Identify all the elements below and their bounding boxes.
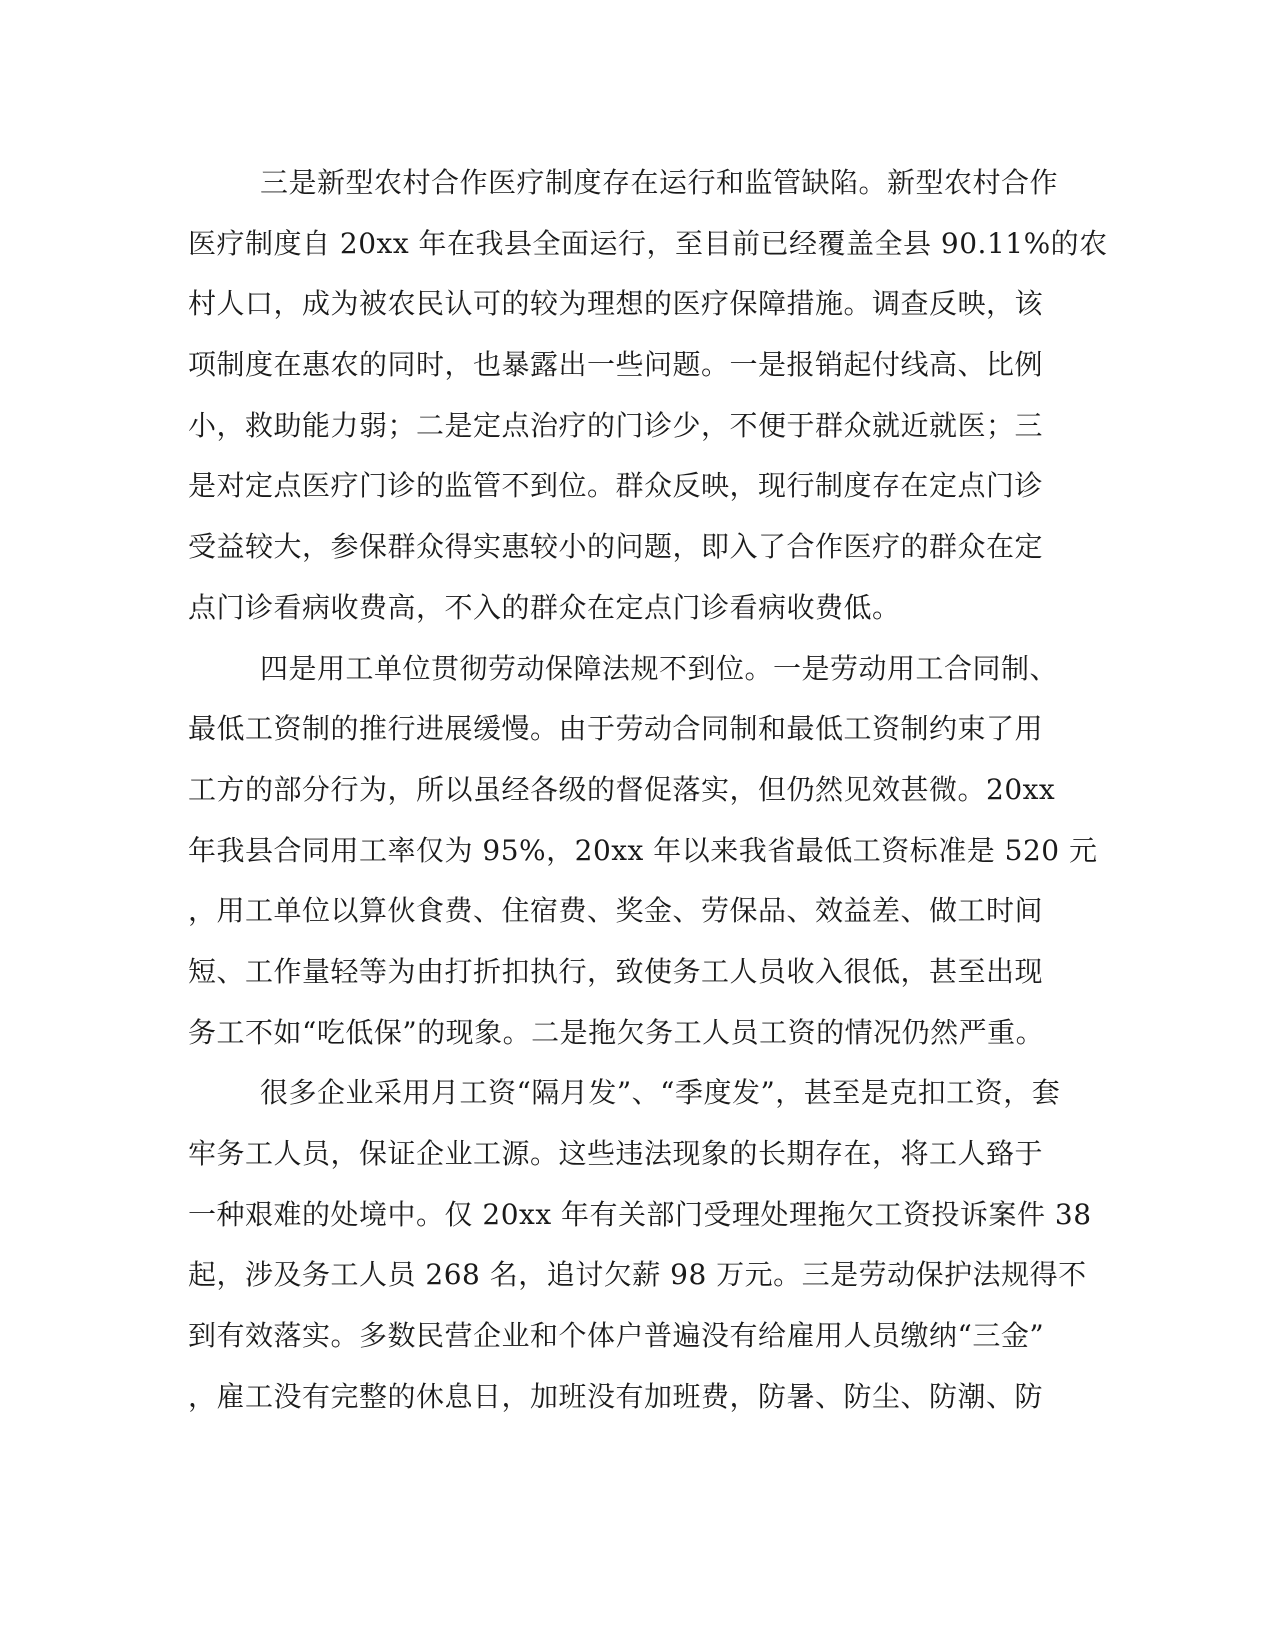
text-line: 务工不如“吃低保”的现象。二是拖欠务工人员工资的情况仍然严重。: [188, 1015, 1045, 1049]
text-line: 起，涉及务工人员 268 名，追讨欠薪 98 万元。三是劳动保护法规得不: [188, 1258, 1087, 1292]
text-line: ，用工单位以算伙食费、住宿费、奖金、劳保品、效益差、做工时间: [188, 894, 1044, 928]
body-text: [188, 163, 1108, 1437]
text-line: 项制度在惠农的同时，也暴露出一些问题。一是报销起付线高、比例: [188, 348, 1044, 382]
text-line: 工方的部分行为，所以虽经各级的督促落实，但仍然见效甚微。20xx: [188, 772, 1056, 806]
text-line: 医疗制度自 20xx 年在我县全面运行，至目前已经覆盖全县 90.11%的农: [188, 226, 1108, 260]
text-line: 很多企业采用月工资“隔月发”、“季度发”，甚至是克扣工资，套: [260, 1076, 1061, 1110]
text-line: 一种艰难的处境中。仅 20xx 年有关部门受理处理拖欠工资投诉案件 38: [188, 1197, 1092, 1231]
text-line: 小，救助能力弱；二是定点治疗的门诊少，不便于群众就近就医；三: [188, 408, 1044, 442]
text-line: 三是新型农村合作医疗制度存在运行和监管缺陷。新型农村合作: [260, 166, 1059, 199]
text-line: 到有效落实。多数民营企业和个体户普遍没有给雇用人员缴纳“三金”: [188, 1319, 1045, 1353]
text-line: 四是用工单位贯彻劳动保障法规不到位。一是劳动用工合同制、: [260, 651, 1059, 685]
text-line: 是对定点医疗门诊的监管不到位。群众反映，现行制度存在定点门诊: [188, 469, 1044, 503]
text-line: 牢务工人员，保证企业工源。这些违法现象的长期存在，将工人臵于: [188, 1137, 1044, 1170]
text-line: ，雇工没有完整的休息日，加班没有加班费，防暑、防尘、防潮、防: [188, 1379, 1044, 1413]
text-line: 点门诊看病收费高，不入的群众在定点门诊看病收费低。: [188, 590, 901, 624]
text-line: 最低工资制的推行进展缓慢。由于劳动合同制和最低工资制约束了用: [188, 712, 1044, 746]
text-line: 受益较大，参保群众得实惠较小的问题，即入了合作医疗的群众在定: [188, 530, 1044, 564]
text-line: 年我县合同用工率仅为 95%，20xx 年以来我省最低工资标准是 520 元: [188, 833, 1098, 867]
text-line: 短、工作量轻等为由打折扣执行，致使务工人员收入很低，甚至出现: [188, 954, 1044, 988]
text-line: 村人口，成为被农民认可的较为理想的医疗保障措施。调查反映，该: [188, 287, 1044, 321]
